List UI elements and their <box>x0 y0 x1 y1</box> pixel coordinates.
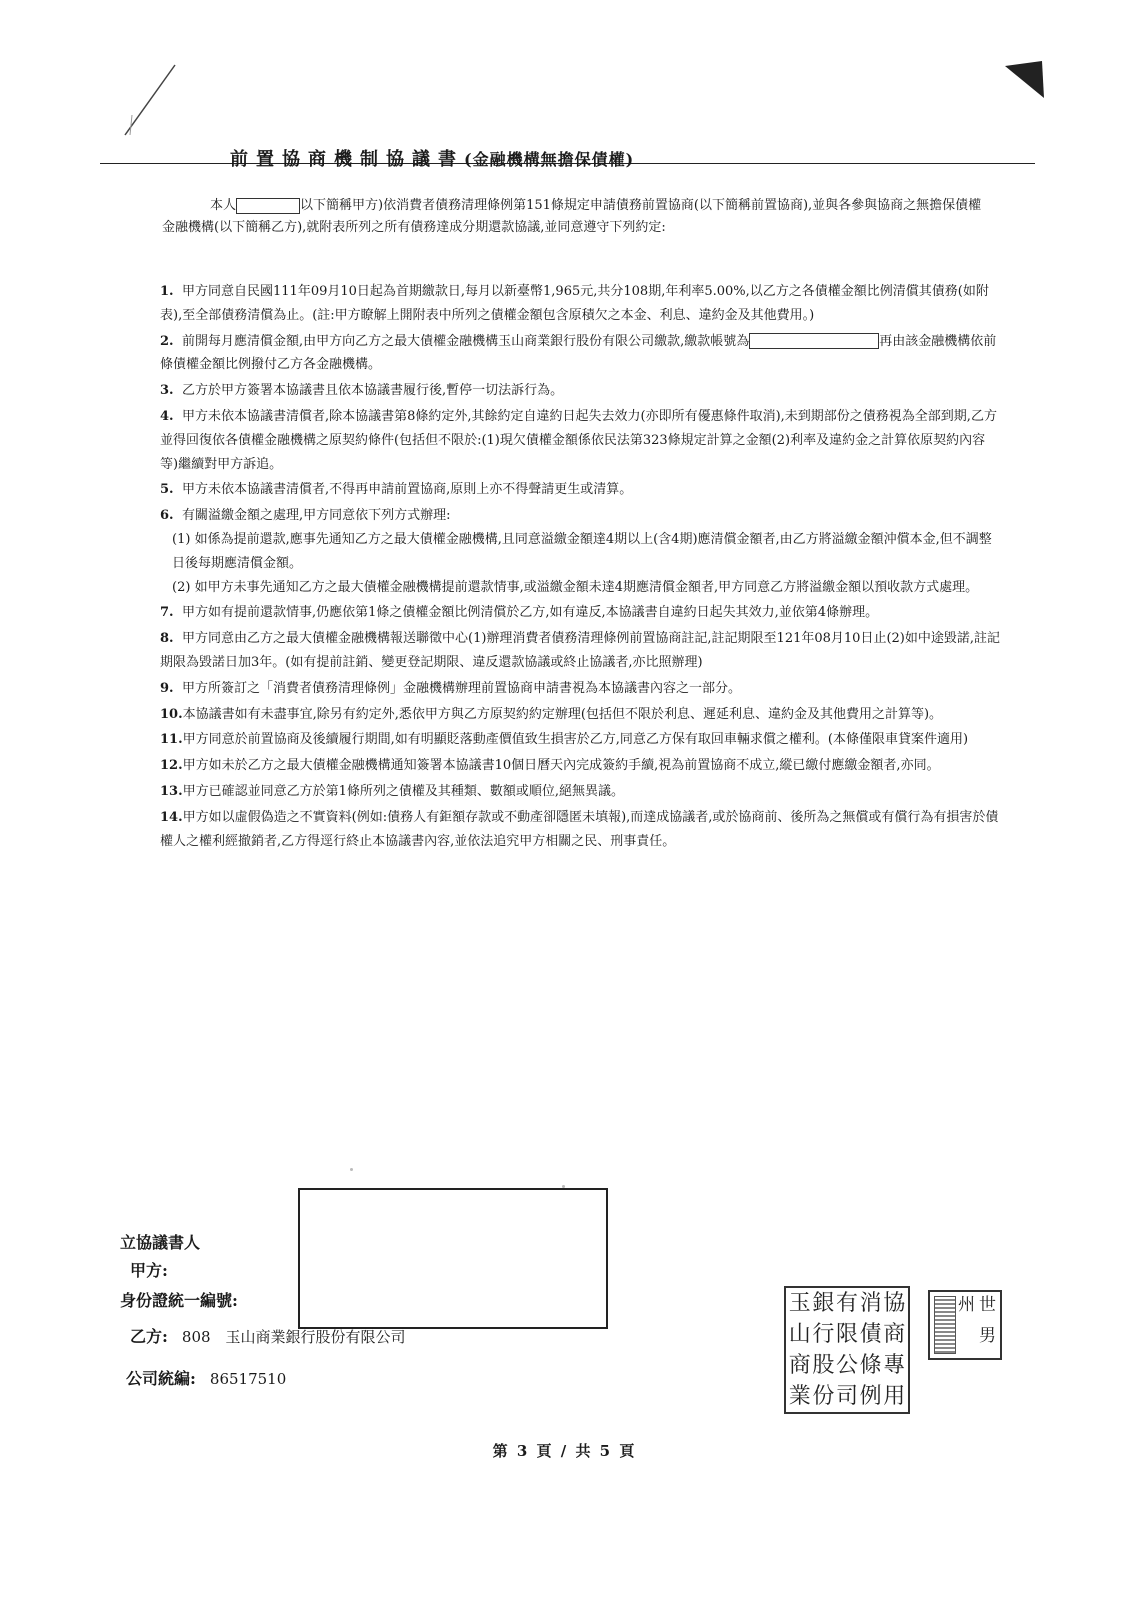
seal-character: 協 <box>883 1291 906 1316</box>
seal-character: 股 <box>812 1353 835 1378</box>
clause-5: 5. 甲方未依本協議書清償者,不得再申請前置協商,原則上亦不得聲請更生或清算。 <box>160 482 633 498</box>
seal-character: 債 <box>859 1322 882 1347</box>
seal-character: 例 <box>859 1384 882 1409</box>
seal-character: 商 <box>788 1353 811 1378</box>
clause-12: 12.甲方如未於乙方之最大債權金融機構通知簽署本協議書10個日曆天內完成簽約手續,視為前置協商不成立,縱已繳付應繳金額者,亦同。 <box>160 758 940 774</box>
company-id-value: 86517510 <box>209 1370 287 1388</box>
party-b-label: 乙方: <box>130 1327 168 1346</box>
seal-character: 專 <box>883 1353 906 1378</box>
clause-7: 7. 甲方如有提前還款情事,仍應依第1條之債權金額比例清償於乙方,如有違反,本協議書自違約日起失其效力,並依第4條辦理。 <box>160 605 879 621</box>
scan-speckle <box>350 1168 353 1171</box>
redacted-name <box>236 198 300 214</box>
page-number: 第 3 頁 / 共 5 頁 <box>492 1442 637 1460</box>
signature-heading: 立協議書人 <box>120 1233 201 1252</box>
seal-character: 條 <box>859 1353 882 1378</box>
document-title <box>100 143 1035 179</box>
party-a-label: 甲方: <box>130 1261 168 1280</box>
seal-character: 男 <box>979 1326 996 1346</box>
seal-character: 行 <box>812 1322 835 1347</box>
clause-8: 8. 甲方同意由乙方之最大債權金融機構報送聯徵中心(1)辦理消費者債務清理條例前置協商註記,註記期限至121年08月10日止(2)如中途毀諾,註記期限為毀諾日加3年。(如有提前註銷、變更登記期限、違反還款協議或終止協議者,亦比照辦理) <box>160 631 1000 670</box>
clause-10: 10.本協議書如有未盡事宜,除另有約定外,悉依甲方與乙方原契約約定辦理(包括但不限於利息、遲延利息、違約金及其他費用之計算等)。 <box>160 706 943 722</box>
company-id-row <box>126 1366 286 1389</box>
id-number-label: 身份證統一編號: <box>120 1291 238 1310</box>
clause-6: 6. 有關溢繳金額之處理,甲方同意依下列方式辦理: (1) 如係為提前還款,應事先通知乙方之最大債權金融機構,且同意溢繳金額達4期以上(含4期)應清償金額者,由乙方將溢繳金額沖償本金,但不調整日後每期應清償金額。 (2) 如甲方未事先通知乙方之最大債權金融機構提前還款情事,或溢繳金額未達4期應清償金額者,甲方同意乙方將溢繳金額以預收款方式處理。 <box>160 504 1000 599</box>
seal-character: 消 <box>859 1291 882 1316</box>
clause-9: 9. 甲方所簽訂之「消費者債務清理條例」金融機構辦理前置協商申請書視為本協議書內容之一部分。 <box>160 680 742 696</box>
party-b-row <box>130 1324 406 1347</box>
title-sub: (金融機構無擔保債權) <box>464 150 635 169</box>
intro-prefix: 本人 <box>210 198 237 213</box>
personal-seal-stamp <box>928 1290 1002 1360</box>
clause-14: 14.甲方如以虛假偽造之不實資料(例如:債務人有鉅額存款或不動產卻隱匿未填報),而達成協議者,或於協商前、後所為之無償或有償行為有損害於債權人之權利經撤銷者,乙方得逕行終止本協議書內容,並依法追究甲方相關之民、刑事責任。 <box>160 809 999 849</box>
seal-character: 州 <box>958 1295 975 1315</box>
title-main: 前置協商機制協議書 <box>230 149 464 170</box>
company-id-label: 公司統編: <box>126 1369 196 1388</box>
intro-paragraph <box>162 195 982 239</box>
redacted-signature-box <box>298 1188 608 1329</box>
seal-character: 業 <box>788 1384 811 1409</box>
scan-corner-mark-right <box>1000 58 1050 103</box>
intro-text: 以下簡稱甲方)依消費者債務清理條例第151條規定申請債務前置協商(以下簡稱前置協商),並與各參與協商之無擔保債權金融機構(以下簡稱乙方),就附表所列之所有債務達成分期還款協議,並同意遵守下列約定: <box>162 198 982 235</box>
seal-fine-print <box>934 1296 956 1354</box>
clause-list <box>160 280 1000 855</box>
seal-character: 限 <box>836 1322 859 1347</box>
party-b-value: 808 玉山商業銀行股份有限公司 <box>181 1328 406 1346</box>
seal-character: 有 <box>836 1291 859 1316</box>
scan-corner-mark-left <box>120 60 180 140</box>
seal-character: 用 <box>883 1384 906 1409</box>
clause-3: 3. 乙方於甲方簽署本協議書且依本協議書履行後,暫停一切法訴行為。 <box>160 383 564 399</box>
seal-character: 世 <box>979 1295 996 1315</box>
clause-6-item-1: (1) 如係為提前還款,應事先通知乙方之最大債權金融機構,且同意溢繳金額達4期以上(含4期)應清償金額者,由乙方將溢繳金額沖償本金,但不調整日後每期應清償金額。 <box>172 531 992 571</box>
clause-4: 4. 甲方未依本協議書清償者,除本協議書第8條約定外,其餘約定自違約日起失去效力(亦即所有優惠條件取消),未到期部份之債務視為全部到期,乙方並得回復依各債權金融機構之原契約條件(包括但不限於:(1)現欠債權金額係依民法第323條規定計算之金額(2)利率及違約金之計算依原契約內容等)繼續對甲方訴追。 <box>160 408 997 472</box>
seal-character: 山 <box>788 1322 811 1347</box>
clause-13: 13.甲方已確認並同意乙方於第1條所列之債權及其種類、數額或順位,絕無異議。 <box>160 783 625 799</box>
seal-character: 商 <box>883 1322 906 1347</box>
clause-1: 1. 甲方同意自民國111年09月10日起為首期繳款日,每月以新臺幣1,965元,共分108期,年利率5.00%,以乙方之各債權金額比例清償其債務(如附表),至全部債務清償為止。(註:甲方瞭解上開附表中所列之債權金額包含原積欠之本金、利息、違約金及其他費用。) <box>160 284 989 323</box>
clause-2: 2. 前開每月應清償金額,由甲方向乙方之最大債權金融機構玉山商業銀行股份有限公司繳款,繳款帳號為 再由該金融機構依前條債權金額比例撥付乙方各金融機構。 <box>160 333 997 373</box>
clause-11: 11.甲方同意於前置協商及後續履行期間,如有明顯貶落動產價值致生損害於乙方,同意乙方保有取回車輛求償之權利。(本條僅限車貸案件適用) <box>160 732 969 748</box>
scan-speckle <box>562 1185 565 1188</box>
seal-character: 玉 <box>788 1291 811 1316</box>
seal-character: 銀 <box>812 1291 835 1316</box>
bank-seal-stamp <box>784 1286 910 1414</box>
clause-6-item-2: (2) 如甲方未事先通知乙方之最大債權金融機構提前還款情事,或溢繳金額未達4期應清償金額者,甲方同意乙方將溢繳金額以預收款方式處理。 <box>172 579 979 595</box>
seal-character: 司 <box>836 1384 859 1409</box>
seal-character: 份 <box>812 1384 835 1409</box>
redacted-account-number <box>749 333 879 349</box>
seal-character: 公 <box>836 1353 859 1378</box>
